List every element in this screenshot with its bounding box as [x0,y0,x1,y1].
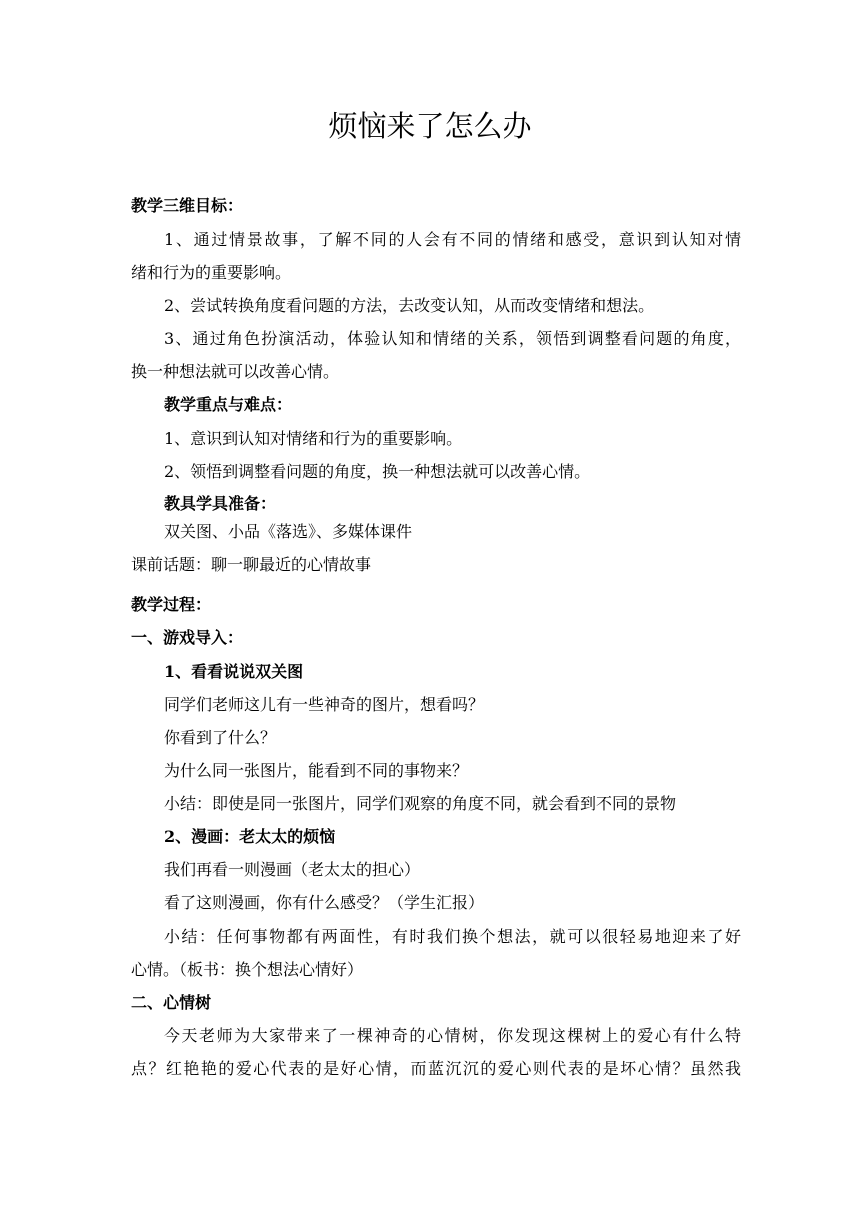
step-1-summary: 小结：即使是同一张图片，同学们观察的角度不同，就会看到不同的景物 [164,794,677,813]
part-2-paragraph-line-2: 点？红艳艳的爱心代表的是好心情，而蓝沉沉的爱心则代表的是坏心情？虽然我 [131,1059,741,1078]
document-title: 烦恼来了怎么办 [328,109,532,143]
goal-3-line-2: 换一种想法就可以改善心情。 [131,362,340,381]
goal-1-line-2: 绪和行为的重要影响。 [131,263,292,282]
goals-heading: 教学三维目标： [131,196,244,215]
part-2-paragraph-line-1: 今天老师为大家带来了一棵神奇的心情树，你发现这棵树上的爱心有什么特 [164,1026,741,1045]
part-1-heading: 一、游戏导入： [131,628,244,647]
step-2-question-2: 看了这则漫画，你有什么感受？（学生汇报） [164,893,485,912]
materials-text: 双关图、小品《落选》、多媒体课件 [164,522,413,541]
goal-2: 2、尝试转换角度看问题的方法，去改变认知，从而改变情绪和想法。 [164,296,655,315]
process-heading: 教学过程： [131,595,212,614]
step-1-question-3: 为什么同一张图片，能看到不同的事物来？ [164,761,469,780]
step-2-summary-line-1: 小结：任何事物都有两面性，有时我们换个想法，就可以很轻易地迎来了好 [164,927,741,946]
key-point-2: 2、领悟到调整看问题的角度，换一种想法就可以改善心情。 [164,462,591,481]
step-1-heading: 1、看看说说双关图 [164,662,304,681]
materials-heading: 教具学具准备： [164,494,277,513]
goal-3-line-1: 3、通过角色扮演活动，体验认知和情绪的关系，领悟到调整看问题的角度， [164,329,741,348]
pre-class-topic: 课前话题：聊一聊最近的心情故事 [131,555,372,574]
step-2-heading: 2、漫画：老太太的烦恼 [164,827,336,846]
step-2-summary-line-2: 心情。（板书：换个想法心情好） [131,960,364,979]
goal-1-line-1: 1、通过情景故事，了解不同的人会有不同的情绪和感受，意识到认知对情 [164,230,741,249]
key-points-heading: 教学重点与难点： [164,395,293,414]
key-point-1: 1、意识到认知对情绪和行为的重要影响。 [164,429,463,448]
part-2-heading: 二、心情树 [131,993,212,1012]
step-1-question-2: 你看到了什么？ [164,728,277,747]
step-2-question-1: 我们再看一则漫画（老太太的担心） [164,860,421,879]
step-1-question-1: 同学们老师这儿有一些神奇的图片，想看吗？ [164,695,485,714]
